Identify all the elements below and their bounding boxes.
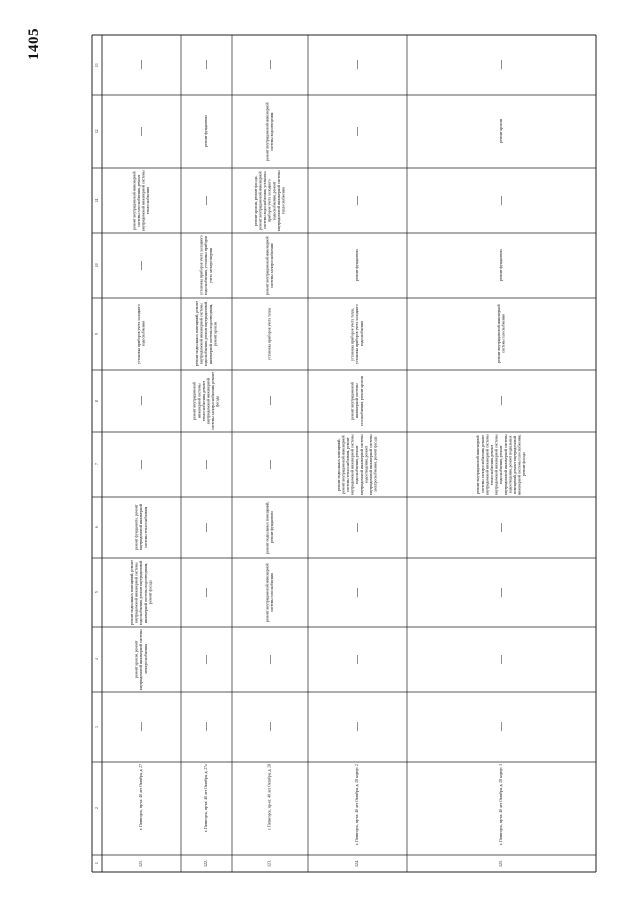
work-cell: ремонт кровли, ремонт внутридомовой инженерной системы электроснабжения	[134, 629, 148, 690]
column-number: 13	[95, 63, 99, 67]
empty-cell: —	[201, 460, 211, 469]
empty-cell: —	[136, 127, 146, 136]
empty-cell: —	[136, 60, 146, 70]
address-cell: г. Пятигорск, пр-кт. 40 лет Октября, д. 28 корпус 3	[499, 764, 504, 845]
column-number: 7	[95, 463, 99, 466]
empty-cell: —	[496, 588, 506, 597]
work-cell: ремонт фундамента, ремонт внутридомовой инженерной системы теплоснабжения	[134, 504, 148, 551]
empty-cell: —	[352, 655, 362, 664]
column-number: 10	[95, 263, 99, 268]
empty-cell: —	[352, 588, 362, 597]
work-cell: ремонт подвальных помещений, ремонт внутридомовой инженерной системы водоснабжения, ремонт внутридомовой инженерной системы водоотведения, ремонт кровли	[195, 301, 218, 367]
empty-cell: —	[352, 127, 362, 136]
row-number: 125.	[498, 860, 504, 867]
empty-cell: —	[201, 722, 211, 732]
column-number: 8	[95, 400, 99, 402]
work-cell: установка приборов учета тепла	[267, 307, 272, 361]
work-cell: ремонт подвальных помещений, ремонт фундамента	[265, 501, 274, 554]
address-cell: г. Пятигорск, пр-кт. 40 лет Октября, д. 28 корпус 2	[355, 764, 360, 845]
empty-cell: —	[352, 60, 362, 70]
empty-cell: —	[136, 460, 146, 469]
work-cell: ремонт кровли	[499, 119, 504, 144]
empty-cell: —	[201, 588, 211, 597]
empty-cell: —	[352, 196, 362, 205]
work-cell: ремонт внутридомовой инженерной системы газоснабжения	[496, 304, 506, 364]
empty-cell: —	[201, 523, 211, 532]
column-number: 11	[95, 198, 99, 203]
empty-cell: —	[496, 523, 506, 532]
empty-cell: —	[136, 396, 146, 406]
empty-cell: —	[496, 655, 506, 664]
work-cell: ремонт кровли, ремонт фасада, ремонт внутридомовой инженерной системы водоснабжения, установка приборов учета холодного водоснабжения, ремонт внутридомовой инженерной системы теплоснабжения	[253, 170, 286, 231]
column-number: 9	[95, 333, 99, 335]
empty-cell: —	[201, 655, 211, 664]
work-cell: установка приборов учета тепла, установка приборов учета холодного водоснабжения	[350, 304, 364, 364]
empty-cell: —	[264, 60, 275, 70]
empty-cell: —	[264, 655, 275, 664]
empty-cell: —	[352, 722, 362, 732]
column-number: 5	[95, 591, 99, 594]
work-cell: ремонт фундамента	[499, 249, 504, 282]
row-number: 121.	[138, 860, 144, 867]
work-cell: установка приборов учета холодного водоснабжения	[136, 304, 146, 364]
empty-cell: —	[264, 722, 275, 732]
row-number: 123.	[266, 860, 272, 867]
work-cell: ремонт внутридомовой инженерной системы электроснабжения	[265, 236, 274, 295]
work-cell: ремонт внутридомовой инженерной системы газоснабжения, ремонт кровли	[350, 376, 364, 426]
address-cell: г. Пятигорск, пр-кт. 40 лет Октября, д. 27	[139, 764, 144, 831]
address-cell: г. Пятигорск, пр-кт. 40 лет Октября, д. 28	[267, 764, 272, 831]
column-number: 2	[95, 807, 99, 810]
empty-cell: —	[136, 722, 146, 732]
empty-cell: —	[496, 60, 506, 70]
row-number: 122.	[203, 860, 209, 867]
work-cell: ремонт подвальных помещений, ремонт внутридомовой инженерной системы водоснабжения, ремонт внутридомовой инженерной системы водоотведения, ремонт фасада	[130, 560, 153, 625]
work-cell: ремонт внутридомовой инженерной системы газоснабжения, ремонт внутридомовой инженерной системы теплоснабжения	[132, 170, 151, 231]
column-number: 1	[95, 862, 99, 865]
column-number: 6	[95, 526, 99, 529]
address-cell: г. Пятигорск, пр-кт. 40 лет Октября, д. 27а	[204, 764, 209, 832]
column-number: 3	[95, 726, 99, 728]
empty-cell: —	[352, 523, 362, 532]
work-cell: ремонт внутридомовой инженерной системы теплоснабжения, ремонт внутридомовой инженерной системы электроснабжения, ремонт фасада	[192, 372, 220, 430]
work-cell: установка приборов учета холодного водоснабжения, установка приборов учета электроэнергии	[199, 235, 213, 296]
column-number: 12	[95, 129, 99, 134]
empty-cell: —	[496, 722, 506, 732]
work-cell: ремонт внутридомовой инженерной системы водоотведения	[265, 102, 274, 161]
work-cell: ремонт фундамента	[204, 115, 209, 148]
work-cell: ремонт фундамента	[355, 249, 360, 282]
work-cell: ремонт внутридомовой инженерной системы газоснабжения	[265, 563, 274, 622]
empty-cell: —	[136, 261, 146, 270]
column-number: 4	[95, 658, 99, 661]
empty-cell: —	[201, 196, 211, 205]
empty-cell: —	[264, 460, 275, 469]
empty-cell: —	[201, 60, 211, 70]
empty-cell: —	[496, 196, 506, 205]
work-cell: ремонт подвальных помещений, ремонт внутридомовой инженерной системы теплоснабжения, ремонт внутридомовой инженерной системы водоснабжения, ремонт внутридомовой инженерной системы водоотведения, ремонт внутридомовой инженерной системы электроснабжения, ремонт фасада	[336, 434, 378, 495]
row-number: 124.	[354, 860, 360, 867]
page-number: 1405	[26, 28, 42, 60]
empty-cell: —	[264, 396, 275, 406]
work-cell: ремонт внутридомовой инженерной системы электроснабжения, ремонт внутридомовой инженерной системы теплоснабжения, ремонт внутридомовой инженерной системы водоснабжения, ремонт внутридомовой инженерной системы водоотведения, ремонт подвальных помещений, ремонт внутридомовой инженерной системы газоснабжения, ремонт фасада	[476, 434, 527, 495]
empty-cell: —	[496, 396, 506, 406]
